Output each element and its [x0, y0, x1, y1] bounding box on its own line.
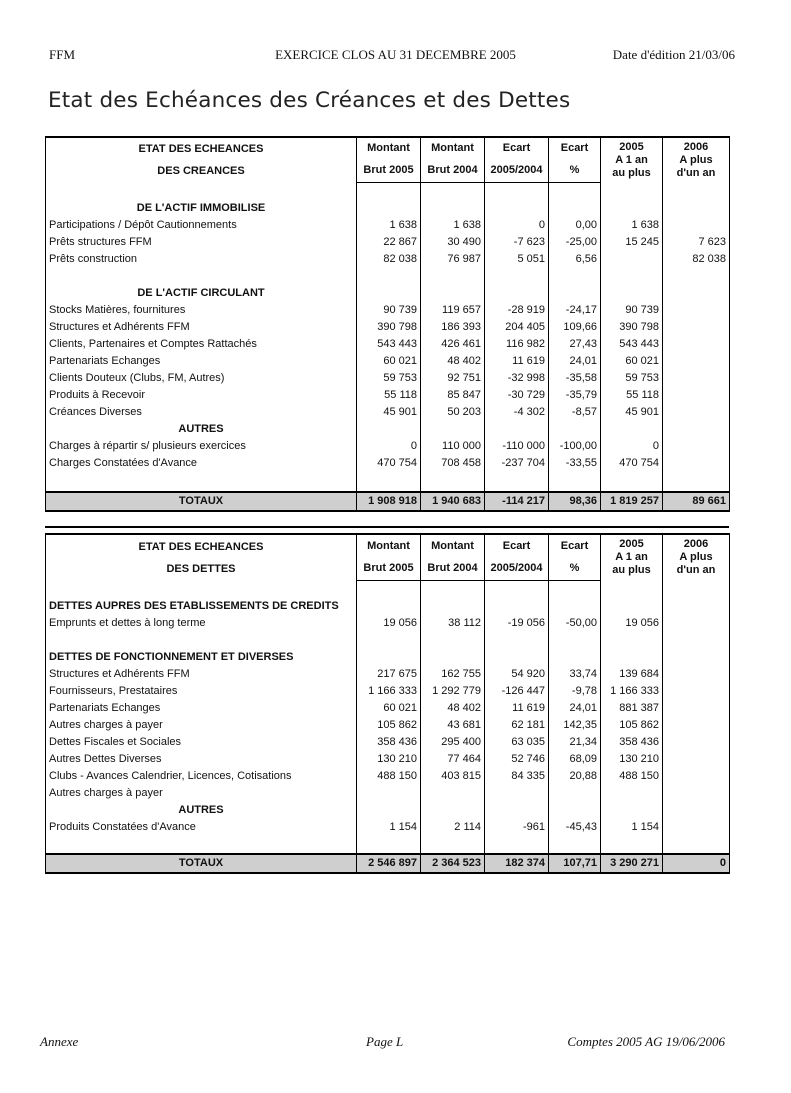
- dettes-table: [45, 533, 730, 874]
- spacer-row: [46, 182, 730, 200]
- brut-2004-cell: 48 402: [421, 700, 485, 717]
- brut-2004-cell: 110 000: [421, 438, 485, 455]
- spacer-row: [46, 836, 730, 854]
- section-row: [46, 802, 730, 819]
- ecart-cell: 0: [485, 217, 549, 234]
- brut-2004-cell: 76 987: [421, 251, 485, 268]
- plus-1-an-cell: [663, 785, 730, 802]
- brut-2004-cell: 1 292 779: [421, 683, 485, 700]
- brut-2005-cell: 55 118: [357, 387, 421, 404]
- a-1-an-cell: [601, 785, 663, 802]
- ecart-pct-cell: -100,00: [549, 438, 601, 455]
- header-cell: Brut 2004: [421, 160, 485, 183]
- section-title-autres: AUTRES: [46, 802, 357, 819]
- row-label: Partenariats Echanges: [46, 353, 357, 370]
- total-ecart-pct: 98,36: [549, 492, 601, 511]
- table-row: [46, 251, 730, 268]
- a-1-an-cell: 1 166 333: [601, 683, 663, 700]
- total-brut-2005: 1 908 918: [357, 492, 421, 511]
- header-label: DES CREANCES: [157, 165, 245, 177]
- ecart-cell: -237 704: [485, 455, 549, 472]
- a-1-an-cell: 488 150: [601, 768, 663, 785]
- ecart-pct-cell: 21,34: [549, 734, 601, 751]
- header-cell: %: [549, 160, 601, 183]
- table-row: [46, 700, 730, 717]
- row-label: Participations / Dépôt Cautionnements: [46, 217, 357, 234]
- header-cell: 2005/2004: [485, 558, 549, 580]
- table-row: [46, 683, 730, 700]
- a-1-an-cell: 60 021: [601, 353, 663, 370]
- brut-2004-cell: 426 461: [421, 336, 485, 353]
- ecart-pct-cell: -50,00: [549, 615, 601, 632]
- section-title-autres: AUTRES: [46, 421, 357, 438]
- plus-1-an-cell: [663, 302, 730, 319]
- plus-1-an-cell: [663, 438, 730, 455]
- plus-1-an-cell: [663, 455, 730, 472]
- header-cell: Brut 2005: [357, 160, 421, 183]
- table-separator: [45, 526, 729, 528]
- a-1-an-cell: 358 436: [601, 734, 663, 751]
- section-row: [46, 421, 730, 438]
- header-label: A plus: [679, 153, 713, 166]
- brut-2005-cell: 105 862: [357, 717, 421, 734]
- ecart-pct-cell: -45,43: [549, 819, 601, 836]
- dettes-header-row-1: [46, 534, 730, 558]
- ecart-pct-cell: -24,17: [549, 302, 601, 319]
- total-ecart: -114 217: [485, 492, 549, 511]
- table-row: [46, 234, 730, 251]
- brut-2005-cell: 45 901: [357, 404, 421, 421]
- brut-2005-cell: 488 150: [357, 768, 421, 785]
- total-plus-1-an: 0: [663, 854, 730, 873]
- a-1-an-cell: 55 118: [601, 387, 663, 404]
- a-1-an-cell: 15 245: [601, 234, 663, 251]
- plus-1-an-cell: [663, 717, 730, 734]
- brut-2004-cell: 48 402: [421, 353, 485, 370]
- plus-1-an-cell: [663, 336, 730, 353]
- ecart-pct-cell: -35,58: [549, 370, 601, 387]
- ecart-cell: 54 920: [485, 666, 549, 683]
- brut-2004-cell: 2 114: [421, 819, 485, 836]
- section-title-fonctionnement: DETTES DE FONCTIONNEMENT ET DIVERSES: [46, 649, 357, 666]
- totals-label: TOTAUX: [46, 854, 357, 873]
- ecart-cell: -4 302: [485, 404, 549, 421]
- brut-2004-cell: 403 815: [421, 768, 485, 785]
- plus-1-an-cell: [663, 768, 730, 785]
- plus-1-an-cell: [663, 734, 730, 751]
- table-row: [46, 734, 730, 751]
- brut-2004-cell: 77 464: [421, 751, 485, 768]
- a-1-an-cell: 90 739: [601, 302, 663, 319]
- creances-table: [45, 136, 730, 512]
- ecart-cell: -32 998: [485, 370, 549, 387]
- total-a-1-an: 3 290 271: [601, 854, 663, 873]
- brut-2004-cell: 708 458: [421, 455, 485, 472]
- header-cell: 2005/2004: [485, 160, 549, 183]
- ecart-cell: 62 181: [485, 717, 549, 734]
- ecart-pct-cell: 24,01: [549, 353, 601, 370]
- plus-1-an-cell: 82 038: [663, 251, 730, 268]
- spacer-row: [46, 580, 730, 598]
- ecart-cell: 84 335: [485, 768, 549, 785]
- brut-2005-cell: 59 753: [357, 370, 421, 387]
- header-label: DES DETTES: [166, 562, 236, 575]
- table-row: [46, 666, 730, 683]
- a-1-an-cell: 1 638: [601, 217, 663, 234]
- ecart-cell: 5 051: [485, 251, 549, 268]
- brut-2005-cell: 470 754: [357, 455, 421, 472]
- ecart-cell: 11 619: [485, 353, 549, 370]
- ecart-cell: -7 623: [485, 234, 549, 251]
- row-label: Clients Douteux (Clubs, FM, Autres): [46, 370, 357, 387]
- total-plus-1-an: 89 661: [663, 492, 730, 511]
- section-row: [46, 649, 730, 666]
- ecart-pct-cell: -8,57: [549, 404, 601, 421]
- header-edition-date: Date d'édition 21/03/06: [612, 47, 735, 62]
- header-cell: [601, 534, 663, 580]
- section-title-etablissements-credit: DETTES AUPRES DES ETABLISSEMENTS DE CREDITS: [46, 598, 357, 615]
- plus-1-an-cell: [663, 370, 730, 387]
- header-exercise: EXERCICE CLOS AU 31 DECEMBRE 2005: [275, 47, 516, 62]
- a-1-an-cell: 130 210: [601, 751, 663, 768]
- header-label: d'un an: [676, 564, 716, 576]
- table-row: [46, 302, 730, 319]
- creances-header-row-1: [46, 137, 730, 160]
- row-label: Structures et Adhérents FFM: [46, 666, 357, 683]
- ecart-cell: -28 919: [485, 302, 549, 319]
- row-label: Stocks Matières, fournitures: [46, 302, 357, 319]
- brut-2004-cell: 295 400: [421, 734, 485, 751]
- ecart-pct-cell: -33,55: [549, 455, 601, 472]
- header-label: A plus: [679, 551, 713, 563]
- brut-2005-cell: 19 056: [357, 615, 421, 632]
- header-cell: Ecart: [549, 137, 601, 160]
- brut-2005-cell: 1 638: [357, 217, 421, 234]
- plus-1-an-cell: [663, 666, 730, 683]
- brut-2005-cell: 217 675: [357, 666, 421, 683]
- row-label: Clients, Partenaires et Comptes Rattachés: [46, 336, 357, 353]
- brut-2005-cell: 60 021: [357, 353, 421, 370]
- brut-2005-cell: 60 021: [357, 700, 421, 717]
- row-label: Structures et Adhérents FFM: [46, 319, 357, 336]
- row-label: Autres charges à payer: [46, 785, 357, 802]
- brut-2004-cell: 50 203: [421, 404, 485, 421]
- table-row: [46, 404, 730, 421]
- row-label: Charges Constatées d'Avance: [46, 455, 357, 472]
- row-label: Autres Dettes Diverses: [46, 751, 357, 768]
- plus-1-an-cell: [663, 387, 730, 404]
- plus-1-an-cell: [663, 615, 730, 632]
- header-cell: %: [549, 558, 601, 580]
- brut-2004-cell: 1 638: [421, 217, 485, 234]
- header-cell: [46, 534, 357, 580]
- section-title-actif-immobilise: DE L'ACTIF IMMOBILISE: [46, 200, 357, 217]
- plus-1-an-cell: [663, 751, 730, 768]
- brut-2004-cell: 119 657: [421, 302, 485, 319]
- a-1-an-cell: 139 684: [601, 666, 663, 683]
- section-row: [46, 598, 730, 615]
- a-1-an-cell: 1 154: [601, 819, 663, 836]
- row-label: Fournisseurs, Prestataires: [46, 683, 357, 700]
- total-brut-2005: 2 546 897: [357, 854, 421, 873]
- brut-2004-cell: 30 490: [421, 234, 485, 251]
- brut-2004-cell: 43 681: [421, 717, 485, 734]
- plus-1-an-cell: [663, 683, 730, 700]
- a-1-an-cell: 881 387: [601, 700, 663, 717]
- a-1-an-cell: 19 056: [601, 615, 663, 632]
- brut-2004-cell: [421, 785, 485, 802]
- ecart-pct-cell: 109,66: [549, 319, 601, 336]
- a-1-an-cell: 470 754: [601, 455, 663, 472]
- ecart-pct-cell: 68,09: [549, 751, 601, 768]
- header-label: A 1 an: [615, 551, 648, 563]
- brut-2005-cell: 1 166 333: [357, 683, 421, 700]
- ecart-pct-cell: 24,01: [549, 700, 601, 717]
- a-1-an-cell: 0: [601, 438, 663, 455]
- header-label: 2006: [683, 538, 709, 550]
- table-row: [46, 819, 730, 836]
- total-ecart-pct: 107,71: [549, 854, 601, 873]
- brut-2005-cell: 543 443: [357, 336, 421, 353]
- plus-1-an-cell: [663, 353, 730, 370]
- table-row: [46, 455, 730, 472]
- table-row: [46, 370, 730, 387]
- spacer-row: [46, 632, 730, 649]
- brut-2005-cell: 22 867: [357, 234, 421, 251]
- plus-1-an-cell: [663, 700, 730, 717]
- footer-accounts: Comptes 2005 AG 19/06/2006: [567, 1034, 725, 1049]
- brut-2005-cell: 130 210: [357, 751, 421, 768]
- table-row: [46, 751, 730, 768]
- header-label: au plus: [612, 564, 651, 576]
- row-label: Partenariats Echanges: [46, 700, 357, 717]
- ecart-cell: 11 619: [485, 700, 549, 717]
- table-row: [46, 438, 730, 455]
- header-cell: [663, 137, 730, 182]
- totals-label: TOTAUX: [46, 492, 357, 511]
- table-row: [46, 768, 730, 785]
- row-label: Emprunts et dettes à long terme: [46, 615, 357, 632]
- table-row: [46, 615, 730, 632]
- table-row: [46, 717, 730, 734]
- ecart-pct-cell: 6,56: [549, 251, 601, 268]
- section-row: [46, 285, 730, 302]
- a-1-an-cell: 45 901: [601, 404, 663, 421]
- header-cell: Montant: [421, 534, 485, 558]
- header-label: A 1 an: [615, 153, 648, 166]
- header-label: ETAT DES ECHEANCES: [138, 540, 264, 553]
- row-label: Dettes Fiscales et Sociales: [46, 734, 357, 751]
- row-label: Produits à Recevoir: [46, 387, 357, 404]
- ecart-pct-cell: [549, 785, 601, 802]
- header-label: au plus: [612, 166, 651, 179]
- brut-2005-cell: 82 038: [357, 251, 421, 268]
- brut-2005-cell: [357, 785, 421, 802]
- ecart-cell: [485, 785, 549, 802]
- header-cell: Montant: [357, 534, 421, 558]
- brut-2005-cell: 1 154: [357, 819, 421, 836]
- row-label: Prêts construction: [46, 251, 357, 268]
- header-cell: Brut 2005: [357, 558, 421, 580]
- table-row: [46, 217, 730, 234]
- header-company: FFM: [49, 47, 76, 62]
- header-cell: Brut 2004: [421, 558, 485, 580]
- row-label: Charges à répartir s/ plusieurs exercices: [46, 438, 357, 455]
- total-brut-2004: 2 364 523: [421, 854, 485, 873]
- brut-2004-cell: 85 847: [421, 387, 485, 404]
- header-cell: Ecart: [485, 534, 549, 558]
- dettes-totals-row: [46, 854, 730, 873]
- header-cell: Ecart: [549, 534, 601, 558]
- table-row: [46, 353, 730, 370]
- ecart-cell: 63 035: [485, 734, 549, 751]
- ecart-pct-cell: 33,74: [549, 666, 601, 683]
- table-row: [46, 387, 730, 404]
- ecart-pct-cell: 20,88: [549, 768, 601, 785]
- brut-2005-cell: 90 739: [357, 302, 421, 319]
- brut-2005-cell: 0: [357, 438, 421, 455]
- ecart-cell: 116 982: [485, 336, 549, 353]
- total-brut-2004: 1 940 683: [421, 492, 485, 511]
- table-row: [46, 785, 730, 802]
- header-label: d'un an: [676, 166, 716, 179]
- a-1-an-cell: 390 798: [601, 319, 663, 336]
- header-cell: Ecart: [485, 137, 549, 160]
- brut-2005-cell: 390 798: [357, 319, 421, 336]
- header-cell: [46, 137, 357, 182]
- spacer-row: [46, 472, 730, 492]
- ecart-cell: -961: [485, 819, 549, 836]
- header-label: ETAT DES ECHEANCES: [138, 143, 264, 155]
- row-label: Créances Diverses: [46, 404, 357, 421]
- ecart-cell: 204 405: [485, 319, 549, 336]
- header-cell: Montant: [357, 137, 421, 160]
- a-1-an-cell: 59 753: [601, 370, 663, 387]
- ecart-cell: -126 447: [485, 683, 549, 700]
- ecart-pct-cell: 27,43: [549, 336, 601, 353]
- row-label: Clubs - Avances Calendrier, Licences, Cotisations: [46, 768, 357, 785]
- plus-1-an-cell: [663, 217, 730, 234]
- header-cell: [663, 534, 730, 580]
- a-1-an-cell: 105 862: [601, 717, 663, 734]
- table-row: [46, 336, 730, 353]
- total-ecart: 182 374: [485, 854, 549, 873]
- ecart-pct-cell: 0,00: [549, 217, 601, 234]
- header-label: 2006: [683, 140, 709, 153]
- brut-2004-cell: 162 755: [421, 666, 485, 683]
- section-row: [46, 200, 730, 217]
- ecart-cell: -30 729: [485, 387, 549, 404]
- header-label: 2005: [619, 140, 644, 153]
- plus-1-an-cell: 7 623: [663, 234, 730, 251]
- plus-1-an-cell: [663, 319, 730, 336]
- header-cell: [601, 137, 663, 182]
- ecart-pct-cell: -35,79: [549, 387, 601, 404]
- ecart-pct-cell: -9,78: [549, 683, 601, 700]
- brut-2004-cell: 92 751: [421, 370, 485, 387]
- ecart-cell: -19 056: [485, 615, 549, 632]
- ecart-cell: 52 746: [485, 751, 549, 768]
- a-1-an-cell: [601, 251, 663, 268]
- header-cell: Montant: [421, 137, 485, 160]
- creances-totals-row: [46, 492, 730, 511]
- a-1-an-cell: 543 443: [601, 336, 663, 353]
- brut-2004-cell: 38 112: [421, 615, 485, 632]
- brut-2005-cell: 358 436: [357, 734, 421, 751]
- ecart-pct-cell: 142,35: [549, 717, 601, 734]
- row-label: Autres charges à payer: [46, 717, 357, 734]
- brut-2004-cell: 186 393: [421, 319, 485, 336]
- row-label: Produits Constatées d'Avance: [46, 819, 357, 836]
- footer-annexe: Annexe: [40, 1034, 79, 1049]
- spacer-row: [46, 268, 730, 285]
- table-row: [46, 319, 730, 336]
- ecart-cell: -110 000: [485, 438, 549, 455]
- page-title: Etat des Echéances des Créances et des Dettes: [48, 88, 571, 113]
- header-label: 2005: [619, 538, 644, 550]
- total-a-1-an: 1 819 257: [601, 492, 663, 511]
- ecart-pct-cell: -25,00: [549, 234, 601, 251]
- plus-1-an-cell: [663, 404, 730, 421]
- row-label: Prêts structures FFM: [46, 234, 357, 251]
- section-title-actif-circulant: DE L'ACTIF CIRCULANT: [46, 285, 357, 302]
- plus-1-an-cell: [663, 819, 730, 836]
- footer-page: Page L: [366, 1034, 404, 1049]
